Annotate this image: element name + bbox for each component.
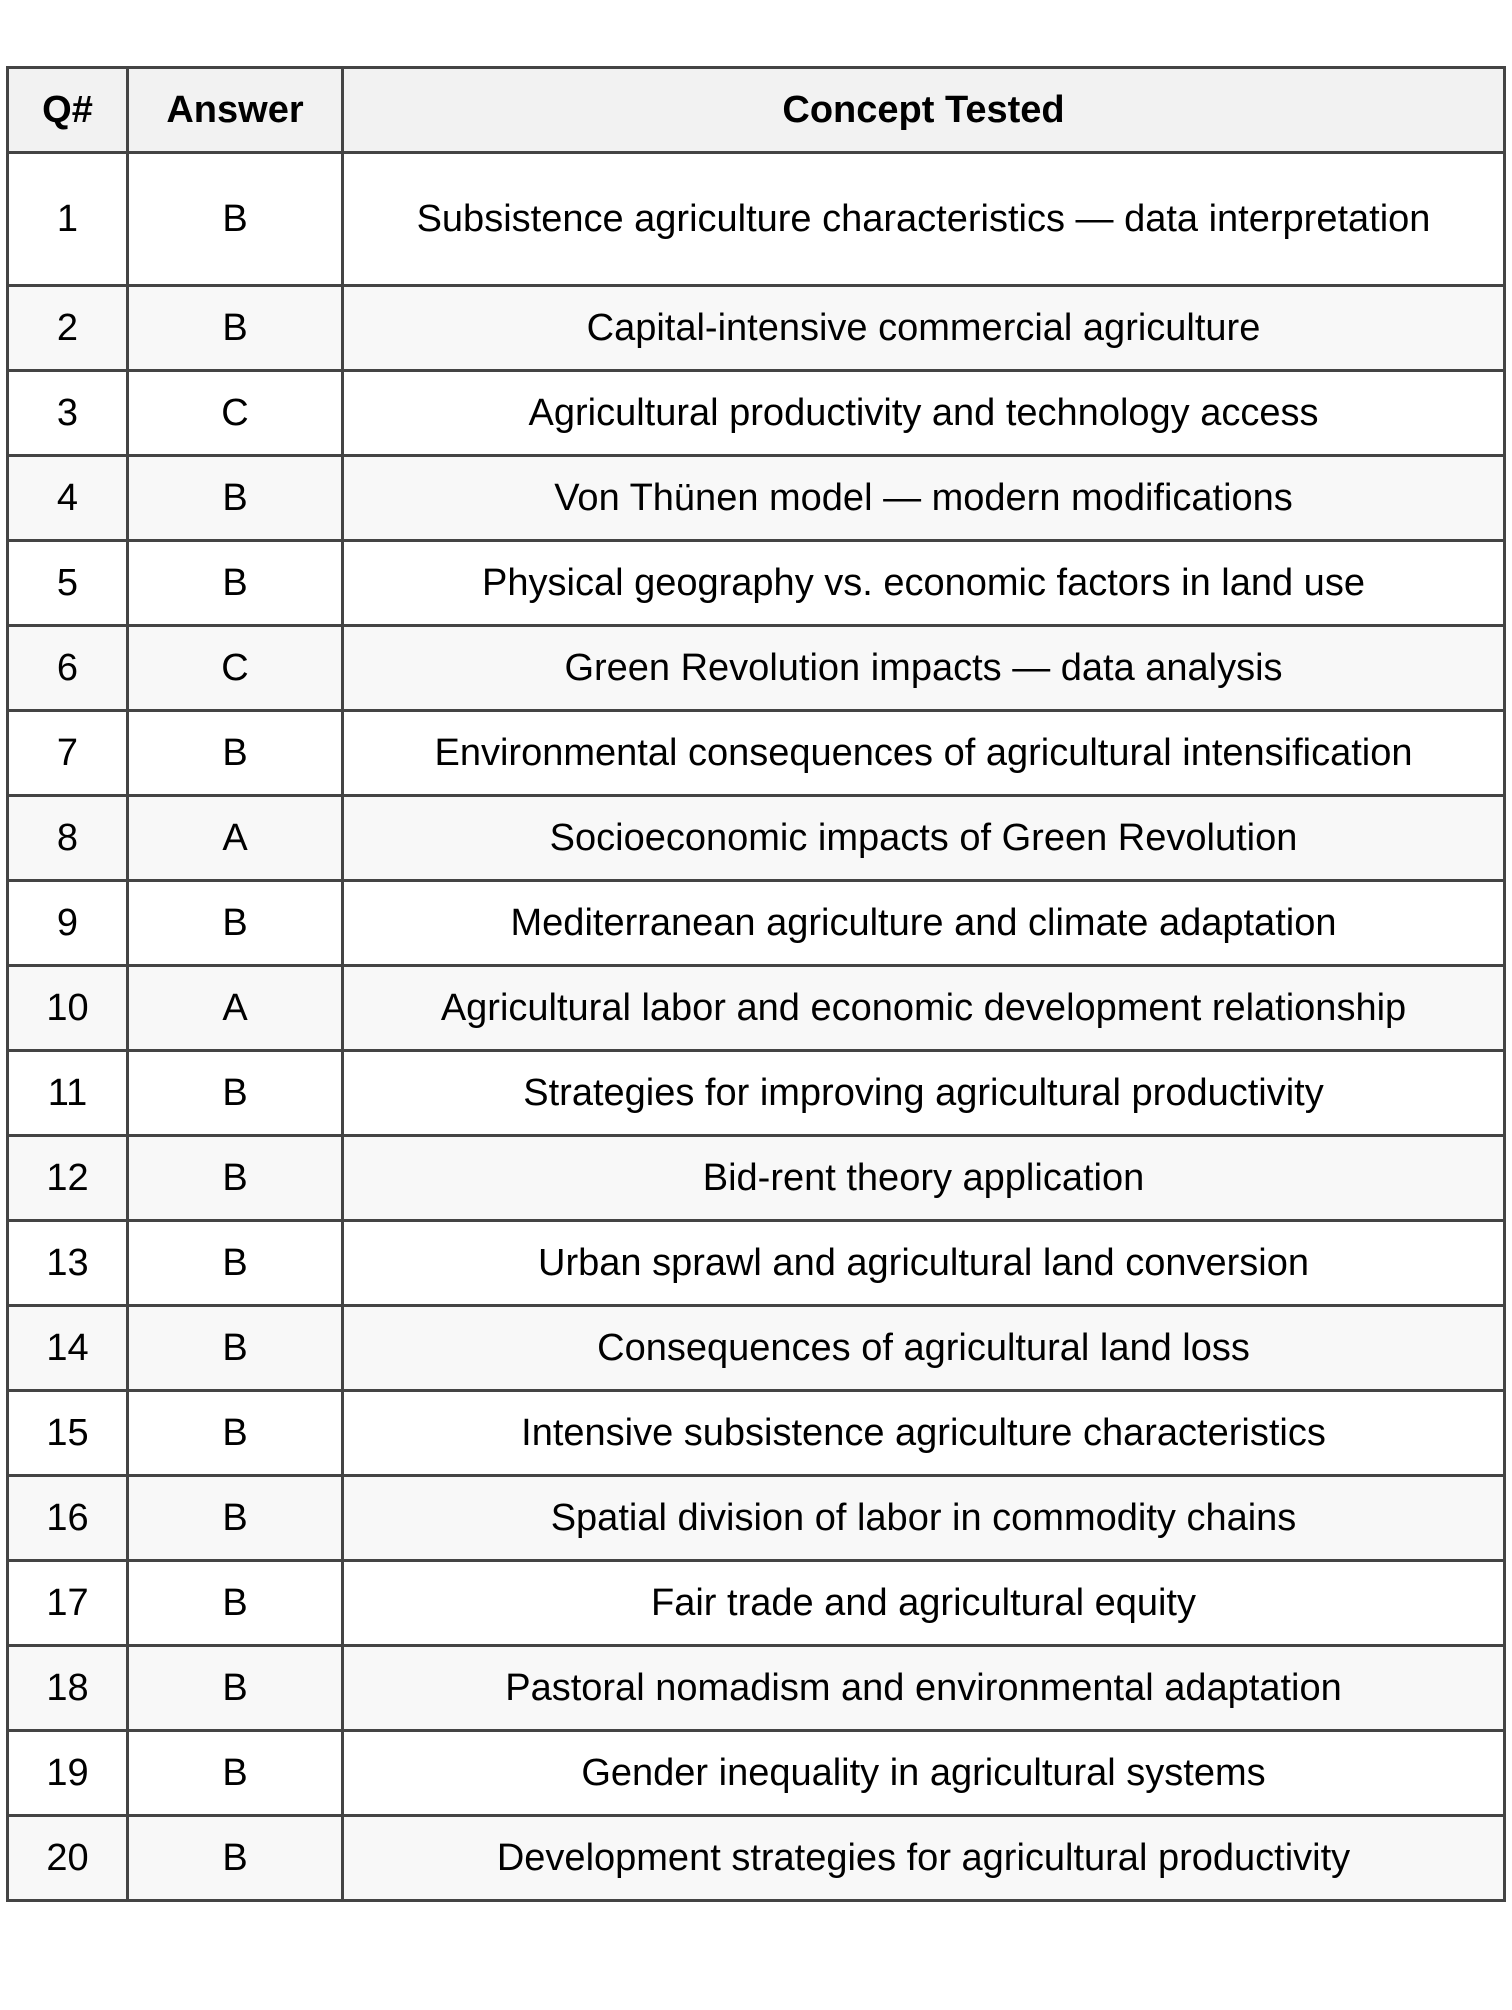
- table-row: [8, 1476, 1505, 1561]
- table-row: [8, 1391, 1505, 1476]
- table-row: [8, 153, 1505, 286]
- question-number-cell: 9: [8, 881, 128, 966]
- answer-cell: B: [128, 541, 343, 626]
- table-row: [8, 1561, 1505, 1646]
- table-row: [8, 456, 1505, 541]
- answer-cell: B: [128, 1221, 343, 1306]
- concept-cell: Agricultural productivity and technology access: [343, 371, 1505, 456]
- answer-cell: B: [128, 1136, 343, 1221]
- question-number-cell: 1: [8, 153, 128, 286]
- concept-cell: Bid-rent theory application: [343, 1136, 1505, 1221]
- question-number-cell: 2: [8, 286, 128, 371]
- question-number-cell: 17: [8, 1561, 128, 1646]
- header-question-number: Q#: [8, 68, 128, 153]
- answer-cell: B: [128, 1646, 343, 1731]
- table-row: [8, 286, 1505, 371]
- concept-cell: Intensive subsistence agriculture characteristics: [343, 1391, 1505, 1476]
- answer-cell: B: [128, 881, 343, 966]
- table-row: [8, 1136, 1505, 1221]
- concept-cell: Gender inequality in agricultural systems: [343, 1731, 1505, 1816]
- question-number-cell: 14: [8, 1306, 128, 1391]
- concept-cell: Green Revolution impacts — data analysis: [343, 626, 1505, 711]
- table-row: [8, 966, 1505, 1051]
- answer-key-table: [6, 66, 1506, 1902]
- question-number-cell: 7: [8, 711, 128, 796]
- concept-cell: Consequences of agricultural land loss: [343, 1306, 1505, 1391]
- header-concept-tested: Concept Tested: [343, 68, 1505, 153]
- question-number-cell: 6: [8, 626, 128, 711]
- answer-cell: B: [128, 1391, 343, 1476]
- table-row: [8, 626, 1505, 711]
- concept-cell: Subsistence agriculture characteristics — data interpretation: [343, 153, 1505, 286]
- answer-cell: B: [128, 1561, 343, 1646]
- table-row: [8, 1306, 1505, 1391]
- concept-cell: Capital-intensive commercial agriculture: [343, 286, 1505, 371]
- concept-cell: Agricultural labor and economic development relationship: [343, 966, 1505, 1051]
- concept-cell: Environmental consequences of agricultural intensification: [343, 711, 1505, 796]
- question-number-cell: 16: [8, 1476, 128, 1561]
- answer-cell: B: [128, 286, 343, 371]
- table-row: [8, 371, 1505, 456]
- header-answer: Answer: [128, 68, 343, 153]
- question-number-cell: 5: [8, 541, 128, 626]
- question-number-cell: 3: [8, 371, 128, 456]
- question-number-cell: 13: [8, 1221, 128, 1306]
- answer-cell: C: [128, 626, 343, 711]
- table-row: [8, 796, 1505, 881]
- question-number-cell: 20: [8, 1816, 128, 1901]
- header-row: [8, 68, 1505, 153]
- table-row: [8, 881, 1505, 966]
- question-number-cell: 11: [8, 1051, 128, 1136]
- table-body: [8, 153, 1505, 1901]
- concept-cell: Urban sprawl and agricultural land conversion: [343, 1221, 1505, 1306]
- answer-cell: B: [128, 1731, 343, 1816]
- concept-cell: Spatial division of labor in commodity chains: [343, 1476, 1505, 1561]
- question-number-cell: 8: [8, 796, 128, 881]
- answer-cell: B: [128, 1306, 343, 1391]
- question-number-cell: 12: [8, 1136, 128, 1221]
- answer-cell: A: [128, 966, 343, 1051]
- concept-cell: Pastoral nomadism and environmental adaptation: [343, 1646, 1505, 1731]
- concept-cell: Fair trade and agricultural equity: [343, 1561, 1505, 1646]
- answer-cell: B: [128, 153, 343, 286]
- question-number-cell: 10: [8, 966, 128, 1051]
- table-row: [8, 711, 1505, 796]
- answer-cell: B: [128, 456, 343, 541]
- concept-cell: Mediterranean agriculture and climate adaptation: [343, 881, 1505, 966]
- concept-cell: Von Thünen model — modern modifications: [343, 456, 1505, 541]
- answer-cell: A: [128, 796, 343, 881]
- question-number-cell: 4: [8, 456, 128, 541]
- answer-cell: B: [128, 1051, 343, 1136]
- answer-cell: C: [128, 371, 343, 456]
- concept-cell: Strategies for improving agricultural productivity: [343, 1051, 1505, 1136]
- concept-cell: Socioeconomic impacts of Green Revolution: [343, 796, 1505, 881]
- concept-cell: Physical geography vs. economic factors in land use: [343, 541, 1505, 626]
- table-row: [8, 1221, 1505, 1306]
- table-row: [8, 1051, 1505, 1136]
- concept-cell: Development strategies for agricultural productivity: [343, 1816, 1505, 1901]
- question-number-cell: 18: [8, 1646, 128, 1731]
- question-number-cell: 15: [8, 1391, 128, 1476]
- answer-cell: B: [128, 1476, 343, 1561]
- answer-cell: B: [128, 711, 343, 796]
- table-row: [8, 1646, 1505, 1731]
- table-row: [8, 541, 1505, 626]
- answer-cell: B: [128, 1816, 343, 1901]
- question-number-cell: 19: [8, 1731, 128, 1816]
- table-row: [8, 1816, 1505, 1901]
- table-row: [8, 1731, 1505, 1816]
